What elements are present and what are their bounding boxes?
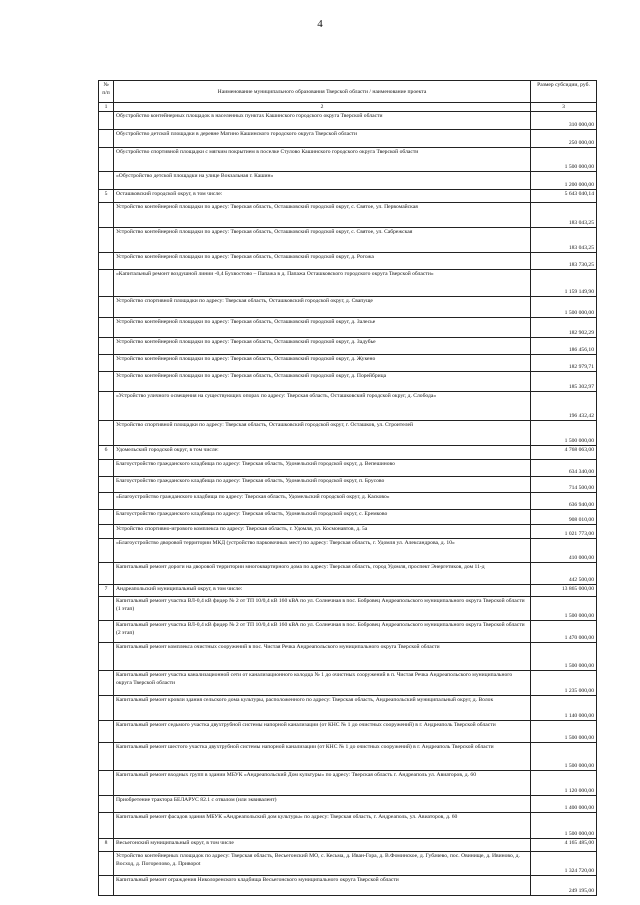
row-number: [99, 203, 114, 228]
row-amount: 1 324 720,00: [531, 852, 597, 876]
row-number: [99, 112, 114, 130]
table-row: [99, 477, 597, 493]
row-number: [99, 852, 114, 876]
row-name: «Благоустройство гражданского кладбища по адресу: Тверская область, Удомельский городской округ, д. Касково»: [114, 493, 531, 510]
row-number: [99, 621, 114, 643]
row-amount: 636 940,00: [531, 493, 597, 510]
table-row: [99, 721, 597, 743]
row-number: [99, 372, 114, 392]
header-amount: Размер субсидии, руб.: [531, 81, 597, 103]
row-name: Капитальный ремонт входных групп в здании МБУК «Андреапольский Дом культуры» по адресу: Тверская область г. Андреаполь ул. Авиаторов, д. 60: [114, 771, 531, 796]
row-name: Устройство спортивной площадки по адресу: Тверская область, Осташковский городской округ, д. Свапуще: [114, 297, 531, 318]
row-number: [99, 563, 114, 585]
header-num: № п/п: [99, 81, 114, 103]
row-amount: 908 010,00: [531, 510, 597, 525]
table-row: [99, 585, 597, 597]
table-index-row: [99, 103, 597, 112]
row-number: [99, 813, 114, 839]
row-amount: 714 500,00: [531, 477, 597, 493]
row-name: Благоустройство гражданского кладбища по адресу: Тверская область, Удомельский городской округ, п. Брусово: [114, 477, 531, 493]
table-row: [99, 460, 597, 477]
row-name: Устройство контейнерной площадки по адресу: Тверская область, Осташковский городской округ, д. Залесье: [114, 318, 531, 338]
table-row: [99, 771, 597, 796]
row-number: [99, 771, 114, 796]
header-name: Наименование муниципального образования Тверской области / наименование проекта: [114, 81, 531, 103]
row-number: [99, 253, 114, 270]
row-number: [99, 743, 114, 771]
row-amount: 1 120 000,00: [531, 771, 597, 796]
row-name: Капитальный ремонт седьмого участка двухтрубной системы напорной канализации (от КНС № 1 до очистных сооружений) в г. Андреаполь Тверской области: [114, 721, 531, 743]
row-name: Устройство спортивной площадки по адресу: Тверская область, Осташковский городской округ, г. Осташков, ул. Строителей: [114, 421, 531, 446]
table-row: [99, 643, 597, 671]
row-amount: 1 500 000,00: [531, 597, 597, 621]
row-amount: 182 902,29: [531, 318, 597, 338]
row-amount: 185 302,97: [531, 372, 597, 392]
row-name: Капитальный ремонт участка ВЛ-0,4 кВ фидер № 2 от ТП 10/0,4 кВ 160 кВА по ул. Солнечная в пос. Бобровец Андреапольского муниципального округа Тверской области (1 этап): [114, 597, 531, 621]
row-name: Капитальный ремонт ограждения Николоренского кладбища Весьегонского муниципального округа Тверской области: [114, 876, 531, 896]
row-name: Капитальный ремонт дороги на дворовой территории многоквартирного дома по адресу: Тверская область, город Удомля, проспект Энергетиков, дом 11-д: [114, 563, 531, 585]
row-number: [99, 525, 114, 539]
row-amount: 1 500 000,00: [531, 813, 597, 839]
table-row: [99, 852, 597, 876]
row-name: Обустройство спортивной площадки с мягким покрытием в поселке Стулово Кашинского городского округа Тверской области: [114, 148, 531, 172]
table-row: [99, 172, 597, 190]
row-number: [99, 338, 114, 355]
row-amount: 1 159 149,90: [531, 270, 597, 297]
row-number: [99, 355, 114, 372]
row-name: Капитальный ремонт кровли здания сельского дома культуры, расположенного по адресу: Тверская область, Андреапольский муниципальный округ, д. Волок: [114, 696, 531, 721]
row-name: Капитальный ремонт участка ВЛ-0,4 кВ фидер № 2 от ТП 10/0,4 кВ 160 кВА по ул. Солнечная в пос. Бобровец Андреапольского муниципального округа Тверской области (2 этап): [114, 621, 531, 643]
row-amount: 5 643 040,14: [531, 190, 597, 203]
row-name: Андреапольский муниципальный округ, в том числе:: [114, 585, 531, 597]
row-number: [99, 318, 114, 338]
table-row: [99, 203, 597, 228]
row-amount: 1 400 000,00: [531, 796, 597, 813]
table-row: [99, 372, 597, 392]
table-row: [99, 563, 597, 585]
row-name: Устройство контейнерной площадки по адресу: Тверская область, Осташковский городской округ, с. Святое, ул. Сабрежская: [114, 228, 531, 253]
row-amount: 183 043,25: [531, 228, 597, 253]
table-row: [99, 148, 597, 172]
row-number: 5: [99, 190, 114, 203]
table-row: [99, 253, 597, 270]
row-name: «Обустройство детской площадки на улице Вокзальная г. Кашин»: [114, 172, 531, 190]
row-name: Приобретение трактора БЕЛАРУС 82.1 с отвалом (или эквивалент): [114, 796, 531, 813]
row-name: Осташковский городской округ, в том числе:: [114, 190, 531, 203]
row-name: Капитальный ремонт комплекса очистных сооружений в пос. Чистая Речка Андреапольского муниципального округа Тверской области: [114, 643, 531, 671]
page-number: 4: [317, 18, 323, 30]
row-name: Устройство контейнерных площадок по адресу: Тверская область, Весьегонский МО, с. Кесьма, д. Иван-Гора, д. В.Фоминское, д. Губачево, пос. Овинище, д. Ивиново, д. Восход, д. Погорелово, д. Привороt: [114, 852, 531, 876]
row-number: [99, 643, 114, 671]
row-number: [99, 270, 114, 297]
table-row: [99, 671, 597, 696]
table-row: [99, 539, 597, 563]
row-number: [99, 796, 114, 813]
table-row: [99, 392, 597, 421]
row-number: [99, 460, 114, 477]
row-name: Благоустройство гражданского кладбища по адресу: Тверская область, Удомельский городской округ, с. Еремково: [114, 510, 531, 525]
row-amount: 183 043,25: [531, 203, 597, 228]
row-number: [99, 421, 114, 446]
table-row: [99, 597, 597, 621]
row-amount: 182 979,71: [531, 355, 597, 372]
index-cell-1: 1: [99, 103, 114, 112]
row-name: Устройство контейнерной площадки по адресу: Тверская область, Осташковский городской округ, д. Задубье: [114, 338, 531, 355]
row-number: [99, 696, 114, 721]
table-header-row: [99, 81, 597, 103]
row-amount: 4 165 485,00: [531, 839, 597, 852]
table-row: [99, 421, 597, 446]
row-name: Обустройство детской площадки в деревне Матино Кашинского городского округа Тверской области: [114, 130, 531, 148]
index-cell-2: 2: [114, 103, 531, 112]
row-amount: 310 000,00: [531, 112, 597, 130]
index-cell-3: 3: [531, 103, 597, 112]
table-row: [99, 355, 597, 372]
row-name: Устройство контейнерной площадки по адресу: Тверская область, Осташковский городской округ, с. Святое, ул. Первомайская: [114, 203, 531, 228]
row-amount: 442 500,00: [531, 563, 597, 585]
row-number: [99, 539, 114, 563]
table-row: [99, 813, 597, 839]
table-row: [99, 839, 597, 852]
row-amount: 1 470 000,00: [531, 621, 597, 643]
row-number: 6: [99, 446, 114, 460]
row-amount: 410 000,00: [531, 539, 597, 563]
table-row: [99, 338, 597, 355]
row-name: «Капитальный ремонт воздушной линии -0,4 Бухвостово – Папажа в д. Папажа Осташковского городского округа Тверской области»: [114, 270, 531, 297]
table-row: [99, 112, 597, 130]
row-amount: 1 140 000,00: [531, 696, 597, 721]
row-amount: 634 340,00: [531, 460, 597, 477]
subsidy-table: [98, 80, 597, 896]
row-name: Капитальный ремонт фасадов здания МБУК «Андреапольский дом культуры» по адресу: Тверская область, г. Андреаполь, ул. Авиаторов, д. 60: [114, 813, 531, 839]
row-number: [99, 671, 114, 696]
row-number: [99, 597, 114, 621]
row-name: Обустройство контейнерных площадок в населенных пунктах Кашинского городского округа Тверской области: [114, 112, 531, 130]
row-name: Благоустройство гражданского кладбища по адресу: Тверская область, Удомельский городской округ, д. Вепешиново: [114, 460, 531, 477]
row-amount: 1 021 773,00: [531, 525, 597, 539]
row-amount: 1 500 000,00: [531, 743, 597, 771]
table-row: [99, 743, 597, 771]
row-amount: 250 000,00: [531, 130, 597, 148]
table-body: [99, 112, 597, 896]
row-number: [99, 148, 114, 172]
row-name: Устройство контейнерной площадки по адресу: Тверская область, Осташковский городской округ, д. Жукено: [114, 355, 531, 372]
row-amount: 249 195,00: [531, 876, 597, 896]
row-amount: 4 768 063,00: [531, 446, 597, 460]
row-amount: 1 500 000,00: [531, 297, 597, 318]
row-number: [99, 493, 114, 510]
row-amount: 196 432,42: [531, 392, 597, 421]
row-number: [99, 228, 114, 253]
row-amount: 13 865 000,00: [531, 585, 597, 597]
table-row: [99, 696, 597, 721]
row-number: 7: [99, 585, 114, 597]
table-row: [99, 228, 597, 253]
table-row: [99, 493, 597, 510]
table-row: [99, 525, 597, 539]
table-row: [99, 318, 597, 338]
row-number: [99, 392, 114, 421]
row-amount: 1 200 000,00: [531, 172, 597, 190]
row-number: [99, 130, 114, 148]
row-name: «Устройство уличного освещения на существующих опорах по адресу: Тверская область, Осташковский городской округ, д. Слобода»: [114, 392, 531, 421]
row-name: Устройство контейнерной площадки по адресу: Тверская область, Осташковский городской округ, д. Порейбрица: [114, 372, 531, 392]
table-row: [99, 130, 597, 148]
table-row: [99, 297, 597, 318]
table-row: [99, 270, 597, 297]
row-amount: 1 500 000,00: [531, 643, 597, 671]
row-number: [99, 876, 114, 896]
table-row: [99, 190, 597, 203]
table-row: [99, 796, 597, 813]
row-name: «Благоустройство дворовой территории МКД (устройство парковочных мест) по адресу: Тверская область, г. Удомля ул. Александрова, д. 10»: [114, 539, 531, 563]
row-number: 8: [99, 839, 114, 852]
table-row: [99, 876, 597, 896]
row-amount: 1 500 000,00: [531, 721, 597, 743]
row-number: [99, 477, 114, 493]
row-number: [99, 297, 114, 318]
row-name: Капитальный ремонт участка канализационной сети от канализационного колодца № 1 до очистных сооружений в п. Чистая Речка Андреапольского муниципального округа Тверской области: [114, 671, 531, 696]
row-name: Весьегонский муниципальный округ, в том числе: [114, 839, 531, 852]
row-name: Капитальный ремонт шестого участка двухтрубной системы напорной канализации (от КНС № 1 до очистных сооружений) в г. Андреаполь Тверской области: [114, 743, 531, 771]
row-number: [99, 510, 114, 525]
row-amount: 1 500 000,00: [531, 148, 597, 172]
row-number: [99, 721, 114, 743]
row-name: Удомельский городской округ, в том числе:: [114, 446, 531, 460]
table-row: [99, 510, 597, 525]
row-amount: 1 500 000,00: [531, 421, 597, 446]
row-amount: 183 730,25: [531, 253, 597, 270]
row-amount: 1 235 000,00: [531, 671, 597, 696]
row-name: Устройство контейнерной площадки по адресу: Тверская область, Осташковский городской округ, д. Рогожа: [114, 253, 531, 270]
row-name: Устройство спортивно-игрового комплекса по адресу: Тверская область, г. Удомля, ул. Космонавтов, д. 5а: [114, 525, 531, 539]
table-row: [99, 621, 597, 643]
row-amount: 186 456,10: [531, 338, 597, 355]
table-row: [99, 446, 597, 460]
row-number: [99, 172, 114, 190]
